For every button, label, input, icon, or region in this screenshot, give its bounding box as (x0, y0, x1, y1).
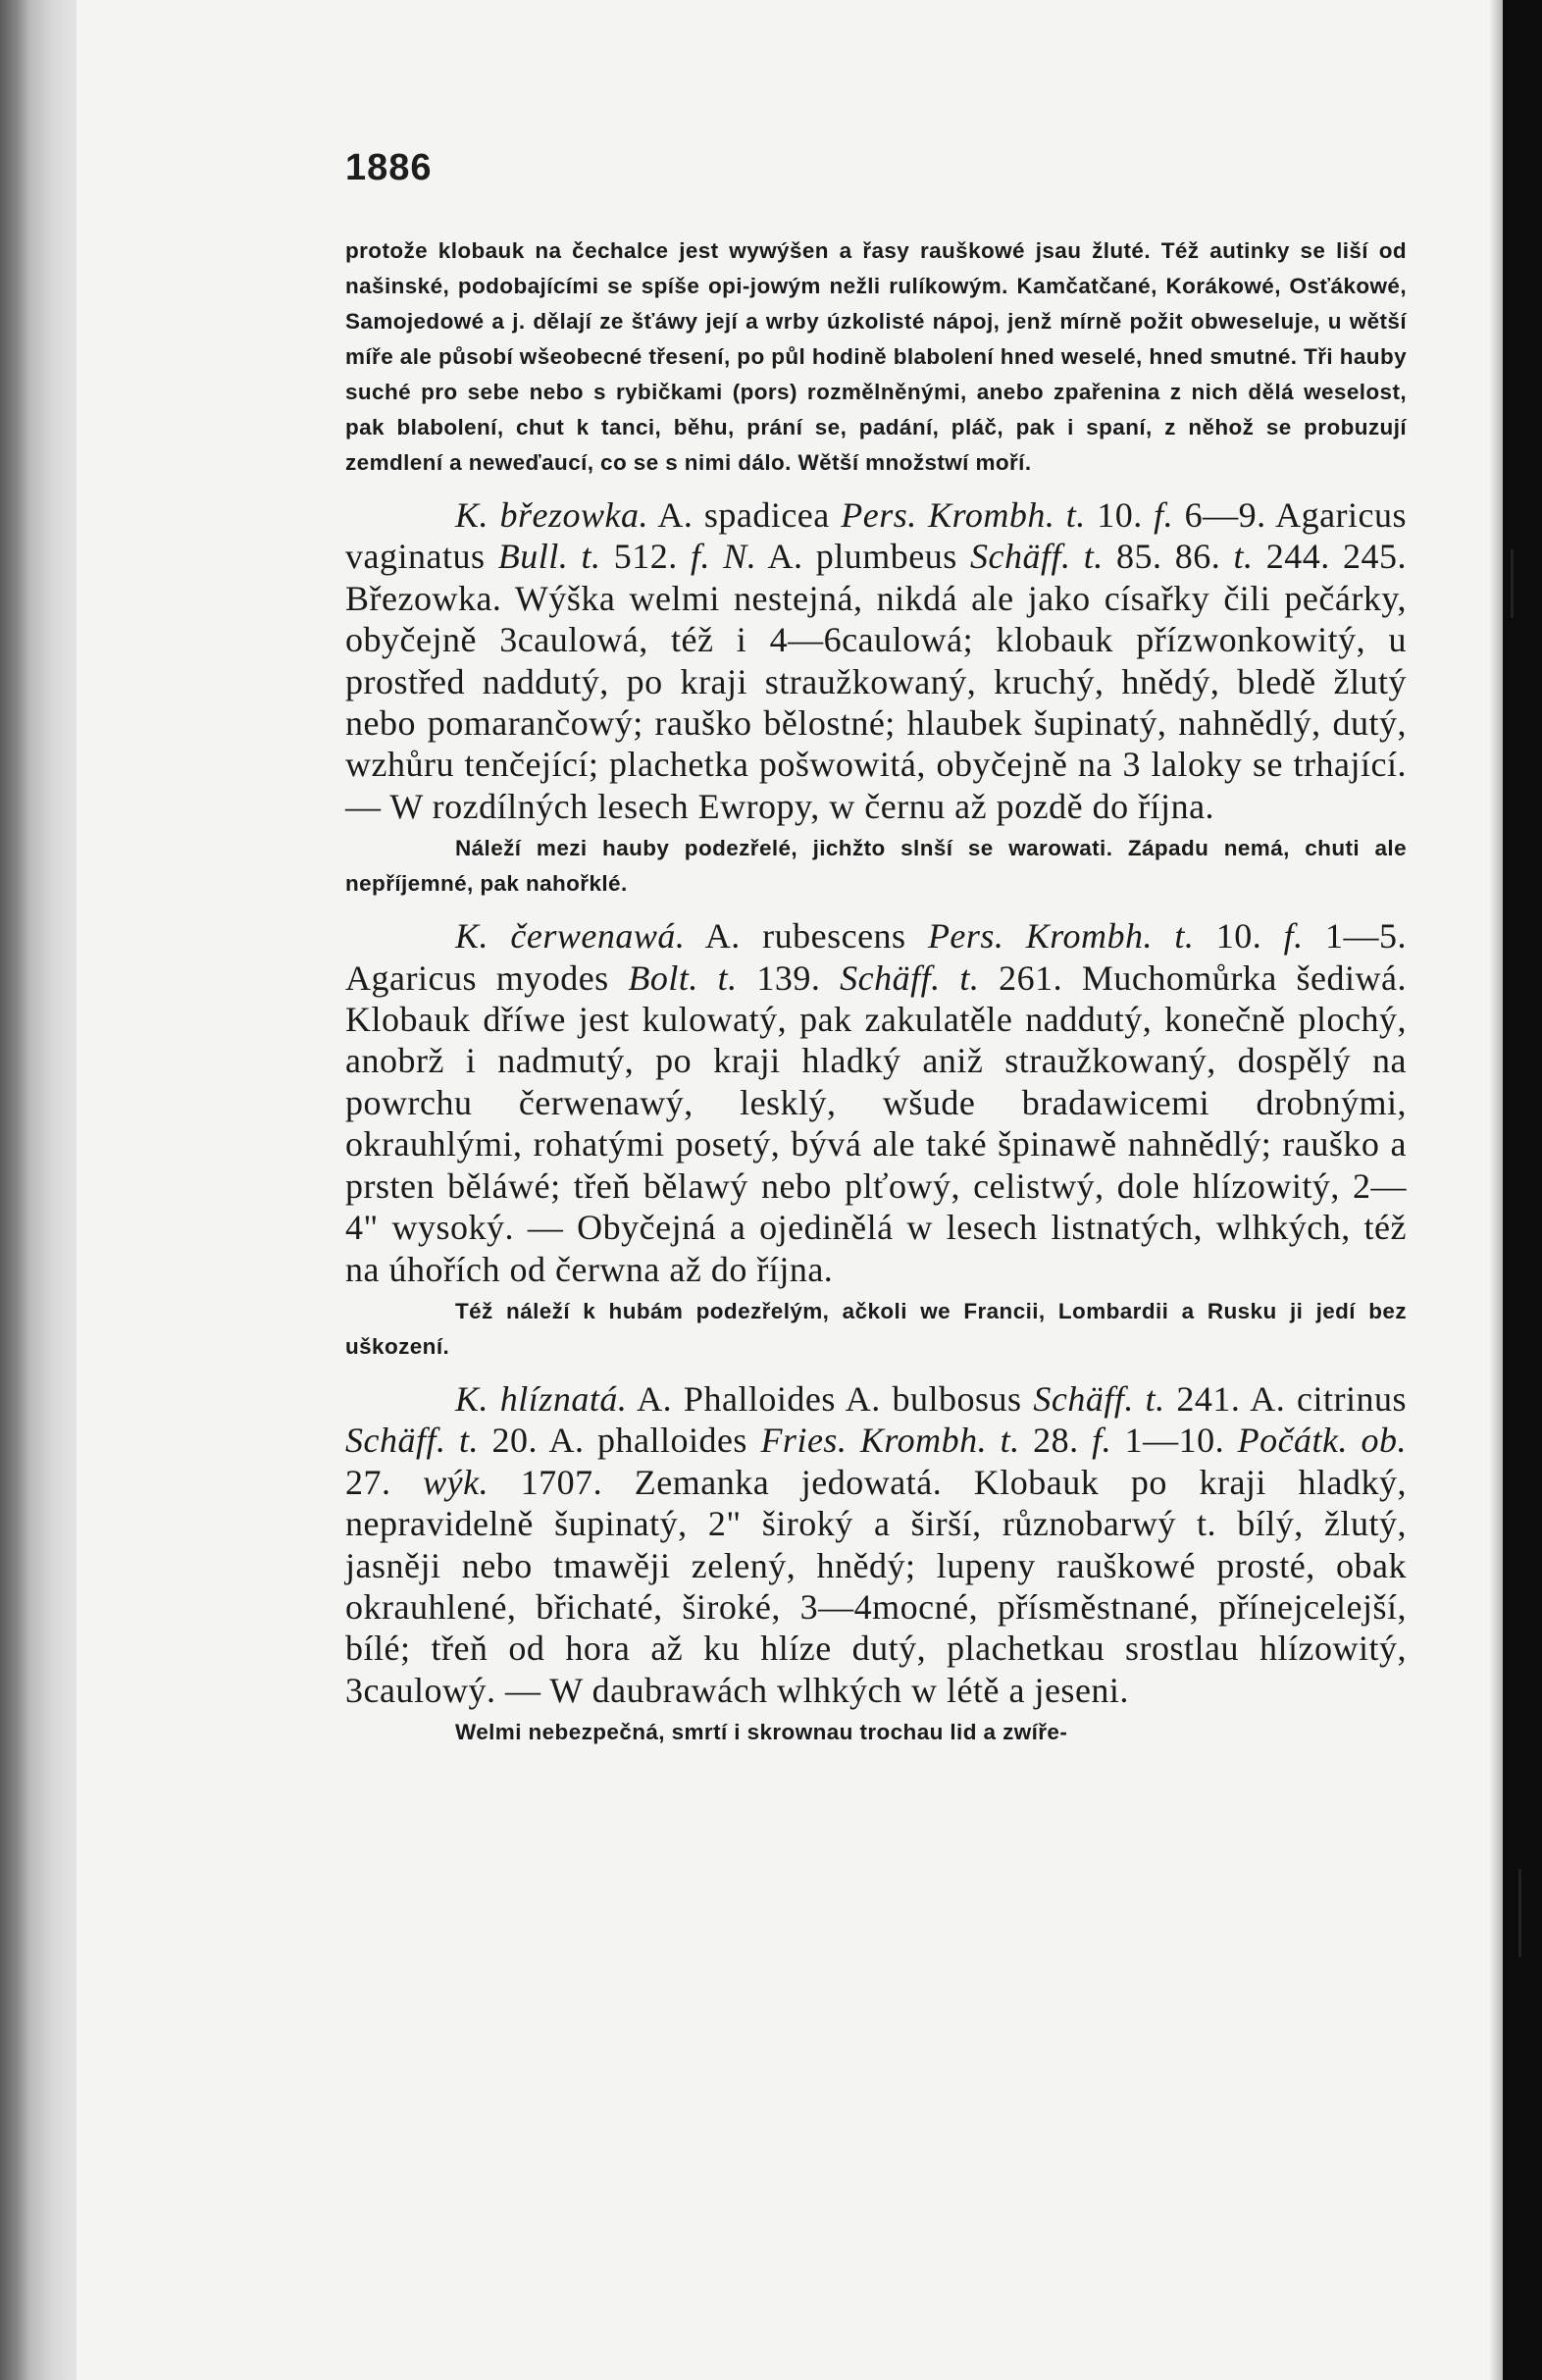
citation: Schäff. t. (1033, 1378, 1165, 1419)
citation: f. N. (690, 537, 757, 577)
species-name: K. březowka. (455, 495, 648, 535)
text-run: A. plumbeus (756, 537, 971, 577)
edge-mark (1511, 549, 1514, 618)
citation: Počátk. ob. (1237, 1421, 1408, 1461)
paragraph-hliznata-note (345, 1715, 1407, 1750)
text-run: Náleží mezi hauby podezřelé, jichžto slnší se warowati. Západu nemá, chuti ale nepříjemné, pak nahořklé. (345, 836, 1407, 897)
text-run: 27. (345, 1462, 424, 1502)
text-run: 261. Muchomůrka šediwá. Klobauk dříwe jest kulowatý, pak zakulatěle naddutý, konečně plochý, anobrž i nadmutý, po kraji hladký aniž straužkowaný, dospělý na powrchu čerwenawý, lesklý, wšude bradawicemi drobnými, okrauhlými, rohatými posetý, bývá ale také špinawě nahnědlý; rauško a prsten běláwé; třeň bělawý nebo plťowý, celistwý, dole hlízowitý, 2—4" wysoký. — Obyčejná a ojedinělá w lesech listnatých, wlhkých, též na úhořích od čerwna až do října. (345, 957, 1408, 1289)
text-run: Welmi nebezpečná, smrtí i skrownau trochau lid a zwíře- (455, 1720, 1068, 1745)
citation: Schäff. t. (840, 957, 980, 998)
citation: Bull. t. (497, 537, 601, 577)
text-run: owé jsau žluté. Též autinky se liší od našinské, podobajícími se spíše opi-jowým nežli rulíkowým. Kamčatčané, Korákowé, Osťákowé, Samojedowé a j. dělají ze šťáwy její a wrby úzkolisté nápoj, jenž mírně požit obweseluje, u wětší míře ale působí wšeobecné třesení, po půl hodině blabolení hned weselé, hned smutné. Tři hauby suché pro sebe nebo s rybičkami (pors) rozmělněnými, anebo zpařenina z nich dělá weselost, pak blabolení, chut k tanci, běhu, prání se, padání, pláč, pak i spaní, z něhož se probuzují zemdlení a neweďaucí, co se s nimi dálo. Wětší množstwí moří. (345, 238, 1407, 475)
text-column (345, 233, 1407, 1750)
citation: Bolt. t. (628, 957, 738, 998)
text-run: 20. A. phalloides (478, 1421, 761, 1461)
citation: Pers. Krombh. t. (927, 916, 1195, 957)
citation: Fries. Krombh. t. (760, 1421, 1020, 1461)
text-run: 10. (1085, 495, 1155, 535)
citation: f. (1092, 1421, 1112, 1461)
citation: Pers. Krombh. t. (841, 495, 1086, 535)
citation: f. (1283, 916, 1304, 957)
text-run: 241. A. citrinus (1164, 1378, 1408, 1419)
text-run: A. rubescens (685, 916, 928, 957)
text-run: 6—9. Agaricus vaginatus (345, 495, 1408, 577)
scan-right-border (1503, 0, 1542, 2380)
text-run: 10. (1194, 916, 1284, 957)
paragraph-hliznata (345, 1378, 1407, 1711)
citation: Schäff. t. (345, 1421, 479, 1461)
page-number: 1886 (345, 147, 433, 188)
text-run: 28. (1019, 1421, 1093, 1461)
text-run: A. spadicea (647, 495, 842, 535)
edge-mark (1518, 1869, 1521, 1957)
text-run: 512. (600, 537, 691, 577)
paragraph-brezowka (345, 494, 1407, 827)
citation: t. (1233, 537, 1254, 577)
text-run: 1—10. (1111, 1421, 1238, 1461)
species-name: K. hlíznatá. (455, 1378, 628, 1419)
citation: Schäff. t. (970, 537, 1104, 577)
page-edge-shadow (1489, 0, 1503, 2380)
text-run: protože klobauk na čechalce jest wywýšen a řasy raušk (345, 238, 982, 263)
text-run: Též náleží k hubám podezřelým, ačkoli we Francii, Lombardii a Rusku ji jedí bez uškození. (345, 1298, 1407, 1359)
text-run: 1—5. Agaricus myodes (345, 916, 1407, 998)
paragraph-brezowka-note (345, 831, 1407, 902)
species-name: K. čerwenawá. (455, 916, 686, 957)
text-run: 139. (737, 957, 841, 998)
paragraph-amanita-muscaria-end (345, 233, 1407, 481)
text-run: 1707. Zemanka jedowatá. Klobauk po kraji hladký, nepravidelně šupinatý, 2" široký a širší, různobarwý t. bílý, žlutý, jasněji nebo tmawěji zelený, hnědý; lupeny rauškowé prosté, obak okrauhlené, břichaté, široké, 3—4mocné, přísměstnané, přínejcelejší, bílé; třeň od hora až ku hlíze dutý, plachetkau srostlau hlízowitý, 3caulowý. — W daubrawách wlhkých w létě a jeseni. (345, 1462, 1407, 1710)
citation: f. (1154, 495, 1174, 535)
text-run: A. Phalloides A. bulbosus (627, 1378, 1034, 1419)
text-run: 244. 245. Březowka. Wýška welmi nestejná, nikdá ale jako císařky čili pečárky, obyčejně 3caulowá, též i 4—6caulowá; klobauk přízwonkowitý, u prostřed naddutý, po kraji straužkowaný, kruchý, hnědý, bledě žlutý nebo pomarančowý; rauško bělostné; hlaubek šupinatý, nahnědlý, dutý, wzhůru tenčející; plachetka pošwowitá, obyčejně na 3 laloky se trhající. — W rozdílných lesech Ewropy, w černu až pozdě do října. (345, 537, 1408, 826)
paragraph-cerwenawa-note (345, 1294, 1407, 1365)
paragraph-cerwenawa (345, 915, 1407, 1290)
text-run: 85. 86. (1103, 537, 1234, 577)
citation: wýk. (423, 1462, 489, 1502)
